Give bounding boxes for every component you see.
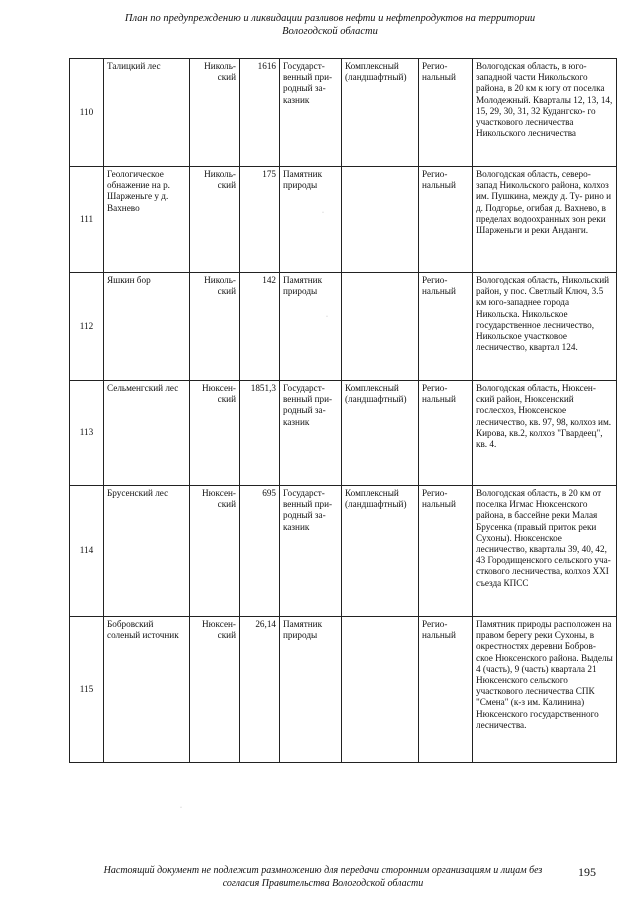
area-value: 26,14 <box>240 617 280 763</box>
row-number: 115 <box>70 617 104 763</box>
district-cell: Николь- ский <box>190 167 240 273</box>
row-number: 113 <box>70 381 104 486</box>
category-cell: Государст- венный при- родный за- казник <box>280 59 342 167</box>
area-value: 142 <box>240 273 280 381</box>
category-cell: Государст- венный при- родный за- казник <box>280 486 342 617</box>
profile-cell <box>342 617 419 763</box>
object-name: Талицкий лес <box>104 59 190 167</box>
category-cell: Государст- венный при- родный за- казник <box>280 381 342 486</box>
profile-cell: Комплексный (ландшафтный) <box>342 381 419 486</box>
header-line-1: План по предупреждению и ликвидации разливов нефти и нефтепродуктов на территории <box>124 13 536 24</box>
scan-speck: · <box>322 210 324 216</box>
category-cell: Памятник природы <box>280 617 342 763</box>
protected-areas-table <box>69 58 617 763</box>
profile-cell <box>342 167 419 273</box>
district-cell: Николь- ский <box>190 273 240 381</box>
object-name: Сельменгский лес <box>104 381 190 486</box>
location-cell: Памятник природы расположен на правом берегу реки Сухоны, в окрестностях деревни Бобров- ское Нюксенского района. Выделы 4 (часть), 9 (часть) квартала 21 Нюксенского сельского участкового лесничества СПК "Смена" (к-з им. Калинина) Нюксенского государственного лесничества. <box>473 617 617 763</box>
table-row <box>70 617 617 763</box>
location-cell: Вологодская область, северо- запад Никольского района, колхоз им. Пушкина, между д. Ту- рино и д. Подгорье, огибая д. Вахнево, в пределах водоохранных зон реки Шарженьги и реки Анданги. <box>473 167 617 273</box>
row-number: 110 <box>70 59 104 167</box>
profile-cell: Комплексный (ландшафтный) <box>342 59 419 167</box>
object-name: Геологическое обнажение на р. Шарженьге у д. Вахнево <box>104 167 190 273</box>
area-value: 1616 <box>240 59 280 167</box>
row-number: 111 <box>70 167 104 273</box>
location-cell: Вологодская область, Никольский район, у пос. Светлый Ключ, 3.5 км юго-западнее города Никольска. Никольское государственное лесничество, Никольское участковое лесничество, квартал 124. <box>473 273 617 381</box>
location-cell: Вологодская область, в 20 км от поселка Игмас Нюксенского района, в бассейне реки Малая Брусенка (правый приток реки Сухоны). Нюксенское лесничество, кварталы 39, 40, 42, 43 Городищенского сельского уча- сткового лесничества, колхоз XXI съезда КПСС <box>473 486 617 617</box>
scan-speck: · <box>326 314 328 320</box>
area-value: 175 <box>240 167 280 273</box>
significance-cell: Регио- нальный <box>419 381 473 486</box>
category-cell: Памятник природы <box>280 273 342 381</box>
scan-speck: · <box>180 805 182 811</box>
district-cell: Николь- ский <box>190 59 240 167</box>
significance-cell: Регио- нальный <box>419 167 473 273</box>
document-footer <box>88 865 558 890</box>
profile-cell <box>342 273 419 381</box>
page-number: 195 <box>578 865 596 879</box>
significance-cell: Регио- нальный <box>419 273 473 381</box>
row-number: 112 <box>70 273 104 381</box>
table-row <box>70 381 617 486</box>
table-row <box>70 167 617 273</box>
significance-cell: Регио- нальный <box>419 59 473 167</box>
object-name: Бобровский соленый источник <box>104 617 190 763</box>
district-cell: Нюксен- ский <box>190 381 240 486</box>
header-line-2: Вологодской области <box>282 26 378 37</box>
significance-cell: Регио- нальный <box>419 486 473 617</box>
district-cell: Нюксен- ский <box>190 617 240 763</box>
location-cell: Вологодская область, в юго- западной части Никольского района, в 20 км к югу от поселка Молодежный. Кварталы 12, 13, 14, 15, 29, 30, 31, 32 Кудангско- го участкового лесничества Никольского лесничества <box>473 59 617 167</box>
object-name: Брусенский лес <box>104 486 190 617</box>
table-row <box>70 486 617 617</box>
footer-line-2: согласия Правительства Вологодской области <box>222 877 424 889</box>
footer-line-1: Настоящий документ не подлежит размножению для передачи сторонним организациям и лицам без <box>103 865 543 876</box>
district-cell: Нюксен- ский <box>190 486 240 617</box>
significance-cell: Регио- нальный <box>419 617 473 763</box>
profile-cell: Комплексный (ландшафтный) <box>342 486 419 617</box>
category-cell: Памятник природы <box>280 167 342 273</box>
table-row <box>70 59 617 167</box>
location-cell: Вологодская область, Нюксен- ский район, Нюксенский гослесхоз, Нюксенское лесничество, кв. 97, 98, колхоз им. Кирова, кв.2, колхоз "Гвардеец", кв. 4. <box>473 381 617 486</box>
document-header <box>70 12 590 38</box>
table-row <box>70 273 617 381</box>
area-value: 1851,3 <box>240 381 280 486</box>
area-value: 695 <box>240 486 280 617</box>
object-name: Яшкин бор <box>104 273 190 381</box>
row-number: 114 <box>70 486 104 617</box>
